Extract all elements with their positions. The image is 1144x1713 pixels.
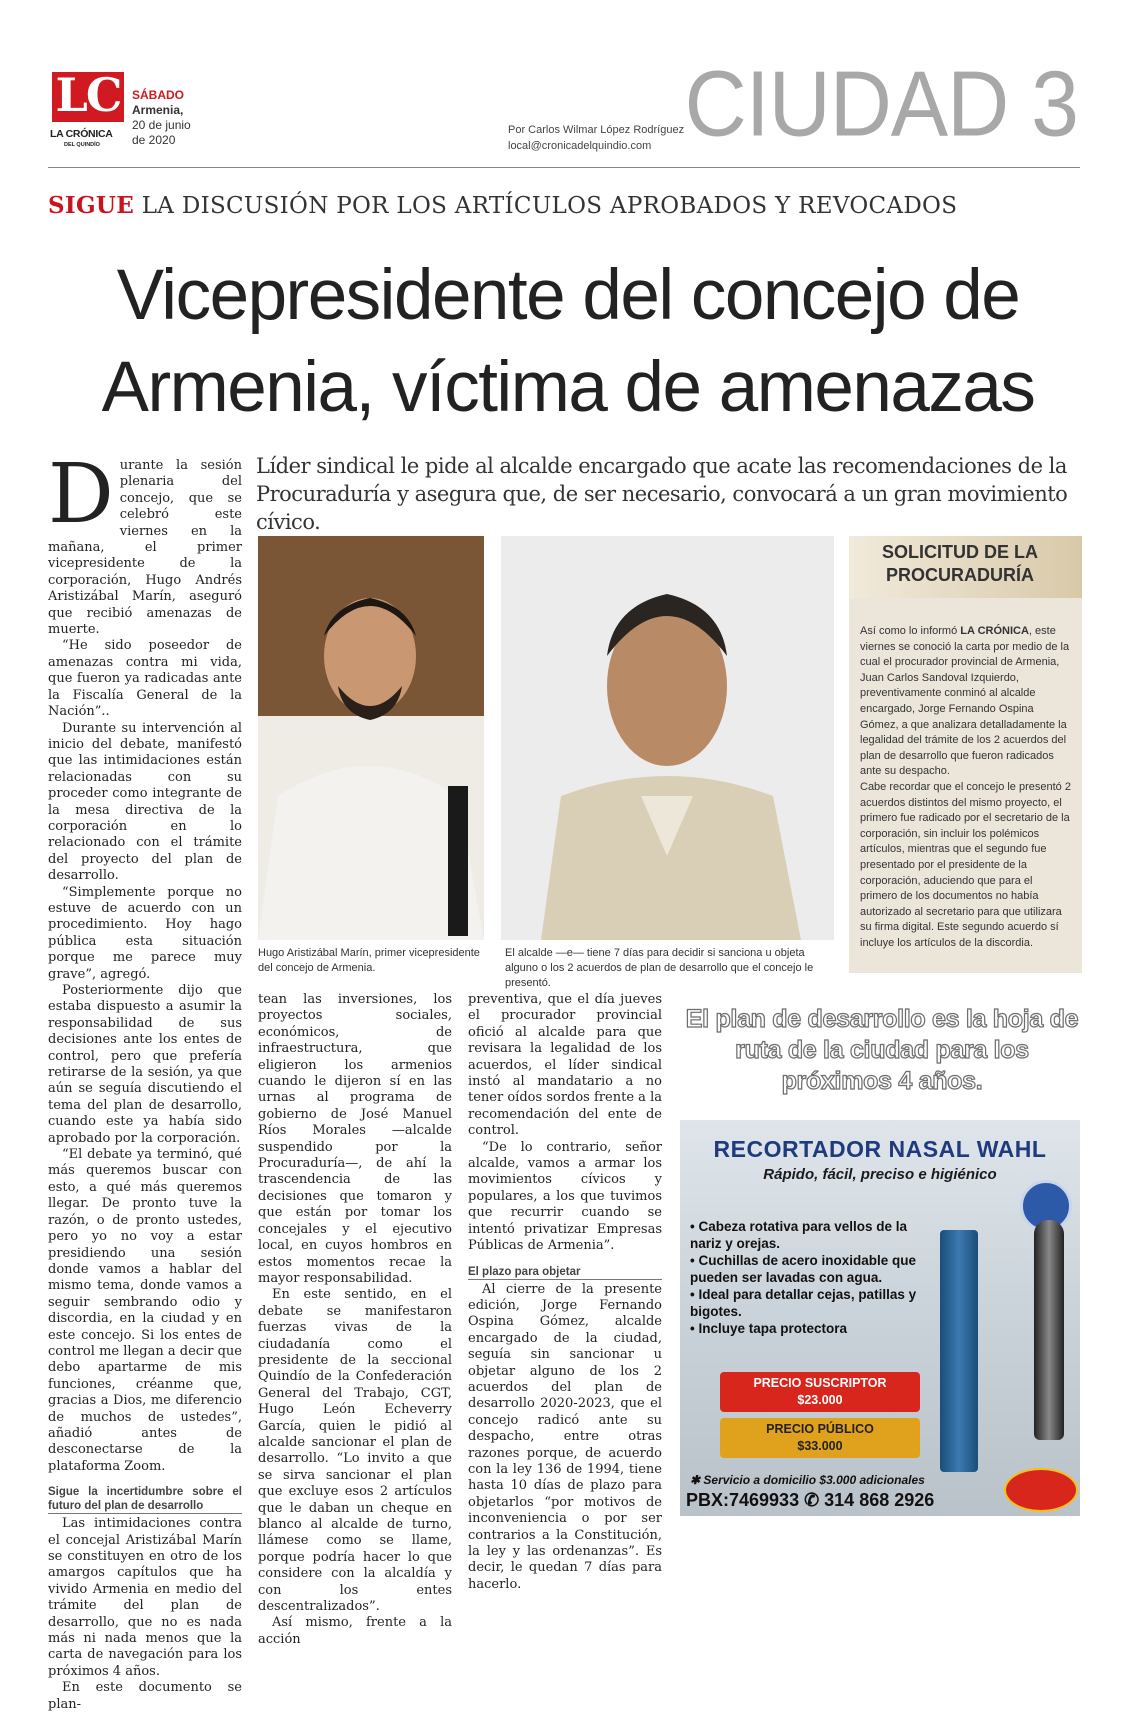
paragraph: Posteriormente dijo que estaba dispuesto a asumir la responsabilidad de sus decisiones ante los entes de control, pero que prefería retirarse de la sesión, ya que aún se seguía discutiendo el tema del plan de desarrollo, cuando este ya había sido aprobado por la corporación.: [48, 983, 242, 1146]
store-logo-icon: [1004, 1468, 1078, 1512]
headline-line2: Armenia, víctima de amenazas: [101, 348, 1035, 427]
paragraph: preventiva, que el día jueves el procurador provincial ofició al alcalde para que revisara la legalidad de los acuerdos, el líder sindical instó al mandatario a no tener oídos sordos frente a la recomendación del ente de control.: [468, 992, 662, 1139]
price-label: PRECIO PÚBLICO: [766, 1422, 874, 1436]
subtitle: El plazo para objetar: [468, 1265, 662, 1280]
header-divider: [48, 167, 1080, 168]
ad-feature: • Ideal para detallar cejas, patillas y bigotes.: [690, 1287, 917, 1319]
paragraph: Al cierre de la presente edición, Jorge Fernando Ospina Gómez, alcalde encargado de la ciudad, seguía sin sancionar u objetar alguno de los 2 acuerdos del plan de desarrollo 2020-2023, que el concejo radicó ante su despacho, entre otras razones porque, de acuerdo con la ley 136 de 1994, tiene hasta 10 días de plazo para objetarlos “por motivos de inconveniencia o por ser contrarios a la Constitución, la ley y las ordenanzas”. Es decir, le quedan 7 días para hacerlo.: [468, 1281, 662, 1592]
paragraph: urante la sesión plenaria del concejo, que se celebró este viernes en la mañana, el primer vicepresidente de la corporación, Hugo Andrés Aristizábal Marín, aseguró que recibió amenazas de muerte.: [48, 458, 242, 638]
ad-feature: • Cabeza rotativa para vellos de la nariz y orejas.: [690, 1219, 908, 1251]
paragraph: Durante su intervención al inicio del debate, manifestó que las intimidaciones están relacionadas con su proceder como integrante de la mesa directiva de la corporación en lo relacionado con el trámite del proyecto del plan de desarrollo.: [48, 720, 242, 884]
dropcap: D: [48, 447, 114, 542]
portrait-illustration: [258, 536, 484, 940]
paragraph: En este documento se plan-: [48, 1680, 242, 1712]
pull-quote: El plan de desarrollo es la hoja de ruta de la ciudad para los próximos 4 años.: [685, 1005, 1079, 1095]
sidebar-text-run: , este viernes se conoció la carta por medio de la cual el procurador provincial de Armenia, Juan Carlos Sandoval Izquierdo, preventivamente conminó al alcalde encargado, Jorge Fernando Ospina Gómez, a que analizara detalladamente la legalidad del trámite de los 2 acuerdos del plan de desarrollo que fueron radicados ante su despacho.: [860, 625, 1070, 778]
ad-feature: • Cuchillas de acero inoxidable que pueden ser lavadas con agua.: [690, 1253, 917, 1285]
sidebar-paragraph-1: [860, 624, 1072, 780]
headline: [48, 250, 1088, 434]
dateline: [132, 88, 191, 148]
paragraph: En este sentido, en el debate se manifestaron fuerzas vivas de la ciudadanía como el presidente de la seccional Quindío de la Confederación General del Trabajo, CGT, Hugo León Echeverry García, quien le pidió al alcalde sancionar el plan de desarrollo. “Lo invito a que se sirva sancionar el plan que excluye esos 2 artículos que le daban un cheque en blanco al alcalde de turno, llámese como se llame, porque podría hacer lo que considere con la alcaldía y con los entes descentralizados”.: [258, 1287, 452, 1615]
logo-subtitle: DEL QUINDÍO: [64, 142, 100, 148]
logo-letters: LC: [55, 68, 121, 122]
byline: [508, 122, 684, 154]
price-subscriber: [720, 1372, 920, 1412]
paragraph: “El debate ya terminó, qué más queremos buscar con esto, a qué más queremos llegar. De pronto tuve la razón, o de pronto ustedes, pero yo no voy a estar presidiendo una sesión donde vamos a hablar del mismo tema, donde vamos a seguir sembrando odio y discordia, en la ciudad y en este concejo. Si los entes de control me llegan a decir que debo apartarme de mis funciones, créanme que, gracias a Dios, me diferencio de muchos de ustedes”, añadió antes de desconectarse de la plataforma Zoom.: [48, 1147, 242, 1474]
price-public: [720, 1418, 920, 1458]
subheadline: Líder sindical le pide al alcalde encargado que acate las recomendaciones de la Procuraduría y asegura que, de ser necesario, convocará a un gran movimiento cívico.: [256, 454, 1068, 534]
price-label: PRECIO SUSCRIPTOR: [753, 1376, 887, 1390]
ad-subtitle: Rápido, fácil, preciso e higiénico: [763, 1166, 997, 1183]
ad-service: ✱ Servicio a domicilio $3.000 adicionales: [690, 1473, 925, 1487]
headline-line1: Vicepresidente del concejo de: [116, 256, 1020, 335]
kicker-highlight: SIGUE: [48, 192, 135, 219]
photo-alcalde: [501, 536, 834, 940]
article-column-1: [48, 447, 242, 1713]
ad-features: [690, 1218, 930, 1337]
dateline-city: Armenia,: [132, 103, 184, 117]
paragraph: tean las inversiones, los proyectos sociales, económicos, de infraestructura, que eligieron los armenios cuando le dijeron sí en las urnas al programa de gobierno de José Manuel Ríos Morales —alcalde suspendido por la Procuraduría—, de ahí la trascendencia de las decisiones que tomaron y que están por tomar los concejales y el ejecutivo local, en cuyos hombros en estos momentos recae la mayor responsabilidad.: [258, 992, 452, 1286]
paragraph: Las intimidaciones contra el concejal Aristizábal Marín se constituyen en otro de los amargos capítulos que ha vivido Armenia en medio del trámite del plan de desarrollo, que no es nada más ni nada menos que la carta de navegación para los próximos 4 años.: [48, 1516, 242, 1679]
ad-phone[interactable]: PBX:7469933 ✆ 314 868 2926: [686, 1490, 935, 1510]
paragraph: Así mismo, frente a la acción: [258, 1615, 452, 1647]
price-value: $33.000: [797, 1439, 843, 1453]
paragraph: “De lo contrario, señor alcalde, vamos a armar los movimientos cívicos y populares, a los que tuvimos que recurrir cuando se intentó privatizar Empresas Públicas de Armenia”.: [468, 1139, 662, 1254]
kicker: [48, 192, 957, 219]
subtitle: Sigue la incertidumbre sobre el futuro del plan de desarrollo: [48, 1486, 242, 1513]
product-box-icon: [940, 1230, 978, 1472]
sidebar-title: SOLICITUD DE LA PROCURADURÍA: [882, 542, 1038, 585]
photo-caption-2: El alcalde —e— tiene 7 días para decidir si sanciona u objeta alguno o los 2 acuerdos de plan de desarrollo que el concejo le presentó.: [505, 947, 814, 989]
trimmer-icon: [1034, 1220, 1064, 1440]
sidebar-paragraph-2: Cabe recordar que el concejo le presentó 2 acuerdos distintos del mismo proyecto, el primero fue radicado por el secretario de la corporación, sin incluir los polémicos artículos, mientras que el segundo fue presentado por el presidente de la corporación, aduciendo que para el primero de los documentos no había autorizado al secretario para que utilizara su firma digital. Este segundo acuerdo sí incluye los artículos de la discordia.: [860, 780, 1071, 949]
price-value: $23.000: [797, 1393, 843, 1407]
dateline-day: SÁBADO: [132, 88, 185, 102]
sidebar-text-bold: LA CRÓNICA: [960, 625, 1029, 637]
kicker-text: LA DISCUSIÓN POR LOS ARTÍCULOS APROBADOS Y REVOCADOS: [141, 193, 958, 219]
ad-feature: • Incluye tapa protectora: [690, 1321, 848, 1336]
photo-hugo-aristizabal: [258, 536, 484, 940]
portrait-illustration: [501, 536, 834, 940]
article-column-3: [468, 992, 662, 1593]
ad-title: RECORTADOR NASAL WAHL: [713, 1136, 1047, 1162]
byline-author: Por Carlos Wilmar López Rodríguez: [508, 124, 685, 136]
paragraph: “He sido poseedor de amenazas contra mi vida, que fueron ya radicadas ante la Fiscalía General de la Nación”..: [48, 638, 242, 720]
article-column-2: [258, 992, 452, 1648]
section-title: CIUDAD 3: [684, 52, 1078, 156]
byline-email: local@cronicadelquindio.com: [508, 140, 652, 152]
dateline-date2: de 2020: [132, 133, 176, 147]
photo-caption-1: Hugo Aristizábal Marín, primer vicepresidente del concejo de Armenia.: [258, 947, 480, 974]
dateline-date1: 20 de junio: [132, 118, 191, 132]
sidebar-text: [860, 624, 1072, 951]
sidebar-text-run: Así como lo informó: [860, 625, 961, 637]
paragraph: “Simplemente porque no estuve de acuerdo con un procedimiento. Hoy hago pública esta situación porque me parece muy grave”, agregó.: [48, 884, 242, 982]
logo-name: LA CRÓNICA: [50, 128, 113, 140]
